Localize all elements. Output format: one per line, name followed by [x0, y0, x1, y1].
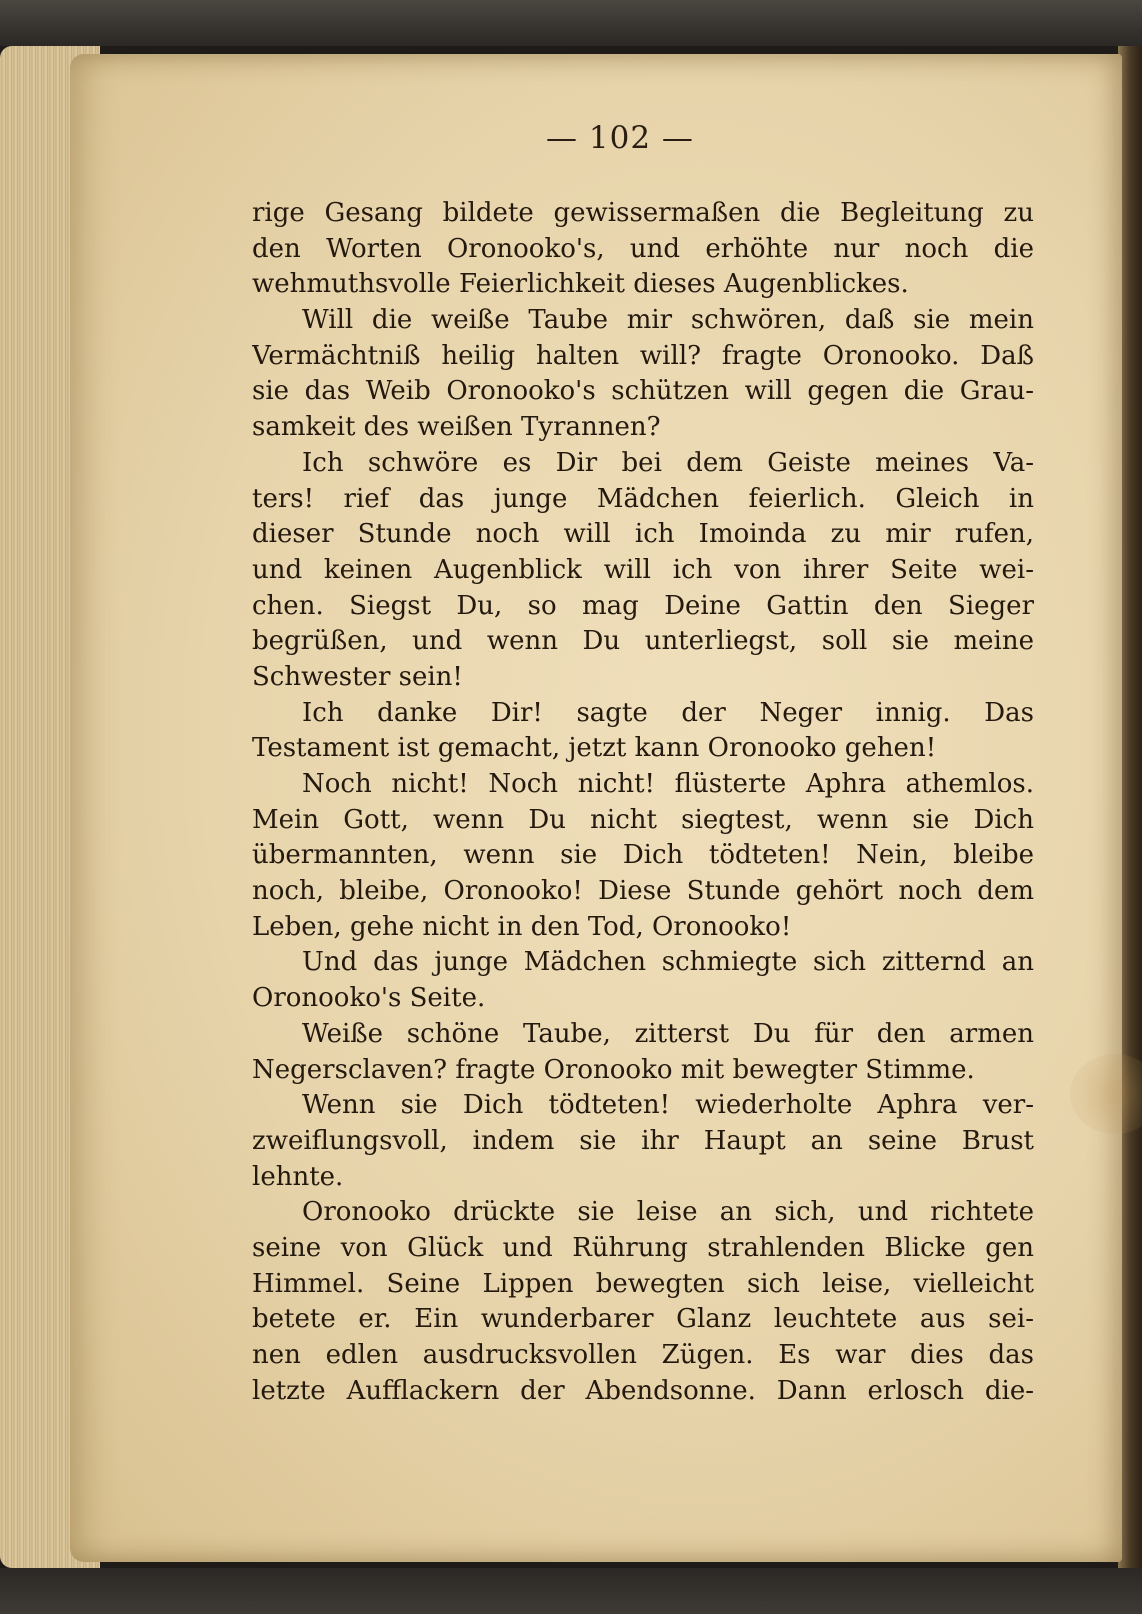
text-line: dieser Stunde noch will ich Imoinda zu mir rufen, [252, 519, 1034, 550]
text-line: rige Gesang bildete gewissermaßen die Begleitung zu [252, 198, 1034, 228]
text-line: Oronooko drückte sie leise an sich, und richtete [302, 1197, 1034, 1228]
text-line: Noch nicht! Noch nicht! flüsterte Aphra athemlos. [302, 769, 1034, 799]
text-line: lehnte. [252, 1161, 344, 1192]
text-line: Vermächtniß heilig halten will? fragte Oronooko. Daß [252, 340, 1034, 371]
text-line: wehmuthsvolle Feierlichkeit dieses Augenblickes. [252, 269, 909, 300]
text-line: noch, bleibe, Oronooko! Diese Stunde gehört noch dem [252, 876, 1034, 907]
text-line: nen edlen ausdrucksvollen Zügen. Es war dies das [252, 1340, 1034, 1370]
text-line: Will die weiße Taube mir schwören, daß sie mein [302, 305, 1034, 336]
text-line: den Worten Oronooko's, und erhöhte nur noch die [252, 233, 1034, 264]
text-line: Oronooko's Seite. [252, 983, 486, 1014]
book-cover-bottom [0, 1568, 1142, 1614]
text-line: Weiße schöne Taube, zitterst Du für den armen [302, 1018, 1034, 1049]
text-line: Schwester sein! [252, 661, 463, 692]
text-line: und keinen Augenblick will ich von ihrer Seite wei- [252, 554, 1034, 585]
text-line: Ich danke Dir! sagte der Neger innig. Das [302, 697, 1034, 728]
text-line: Himmel. Seine Lippen bewegten sich leise, vielleicht [252, 1268, 1034, 1299]
text-line: Ich schwöre es Dir bei dem Geiste meines Va- [302, 447, 1034, 478]
text-line: samkeit des weißen Tyrannen? [252, 412, 661, 443]
text-line: Wenn sie Dich tödteten! wiederholte Aphra ver- [302, 1090, 1034, 1121]
text-line: Negersclaven? fragte Oronooko mit bewegter Stimme. [252, 1054, 975, 1085]
text-line: Mein Gott, wenn Du nicht siegtest, wenn sie Dich [252, 804, 1034, 835]
book-cover-top [0, 0, 1142, 46]
text-line: begrüßen, und wenn Du unterliegst, soll sie meine [252, 626, 1034, 657]
text-line: chen. Siegst Du, so mag Deine Gattin den Sieger [252, 590, 1034, 621]
text-line: übermannten, wenn sie Dich tödteten! Nein, bleibe [252, 840, 1034, 871]
page-number: — 102 — [546, 120, 694, 156]
body-text [252, 196, 1034, 1409]
text-line: letzte Aufflackern der Abendsonne. Dann erlosch die- [252, 1375, 1034, 1406]
text-line: Testament ist gemacht, jetzt kann Oronooko gehen! [252, 733, 937, 764]
text-line: betete er. Ein wunderbarer Glanz leuchtete aus sei- [252, 1304, 1034, 1335]
paper-stain [1070, 1054, 1142, 1134]
text-line: sie das Weib Oronooko's schützen will gegen die Grau- [252, 376, 1034, 407]
text-line: Und das junge Mädchen schmiegte sich zitternd an [302, 947, 1034, 978]
text-line: zweiflungsvoll, indem sie ihr Haupt an seine Brust [252, 1125, 1034, 1156]
text-line: seine von Glück und Rührung strahlenden Blicke gen [252, 1232, 1034, 1263]
text-line: Leben, gehe nicht in den Tod, Oronooko! [252, 911, 792, 942]
text-line: ters! rief das junge Mädchen feierlich. Gleich in [252, 483, 1034, 514]
